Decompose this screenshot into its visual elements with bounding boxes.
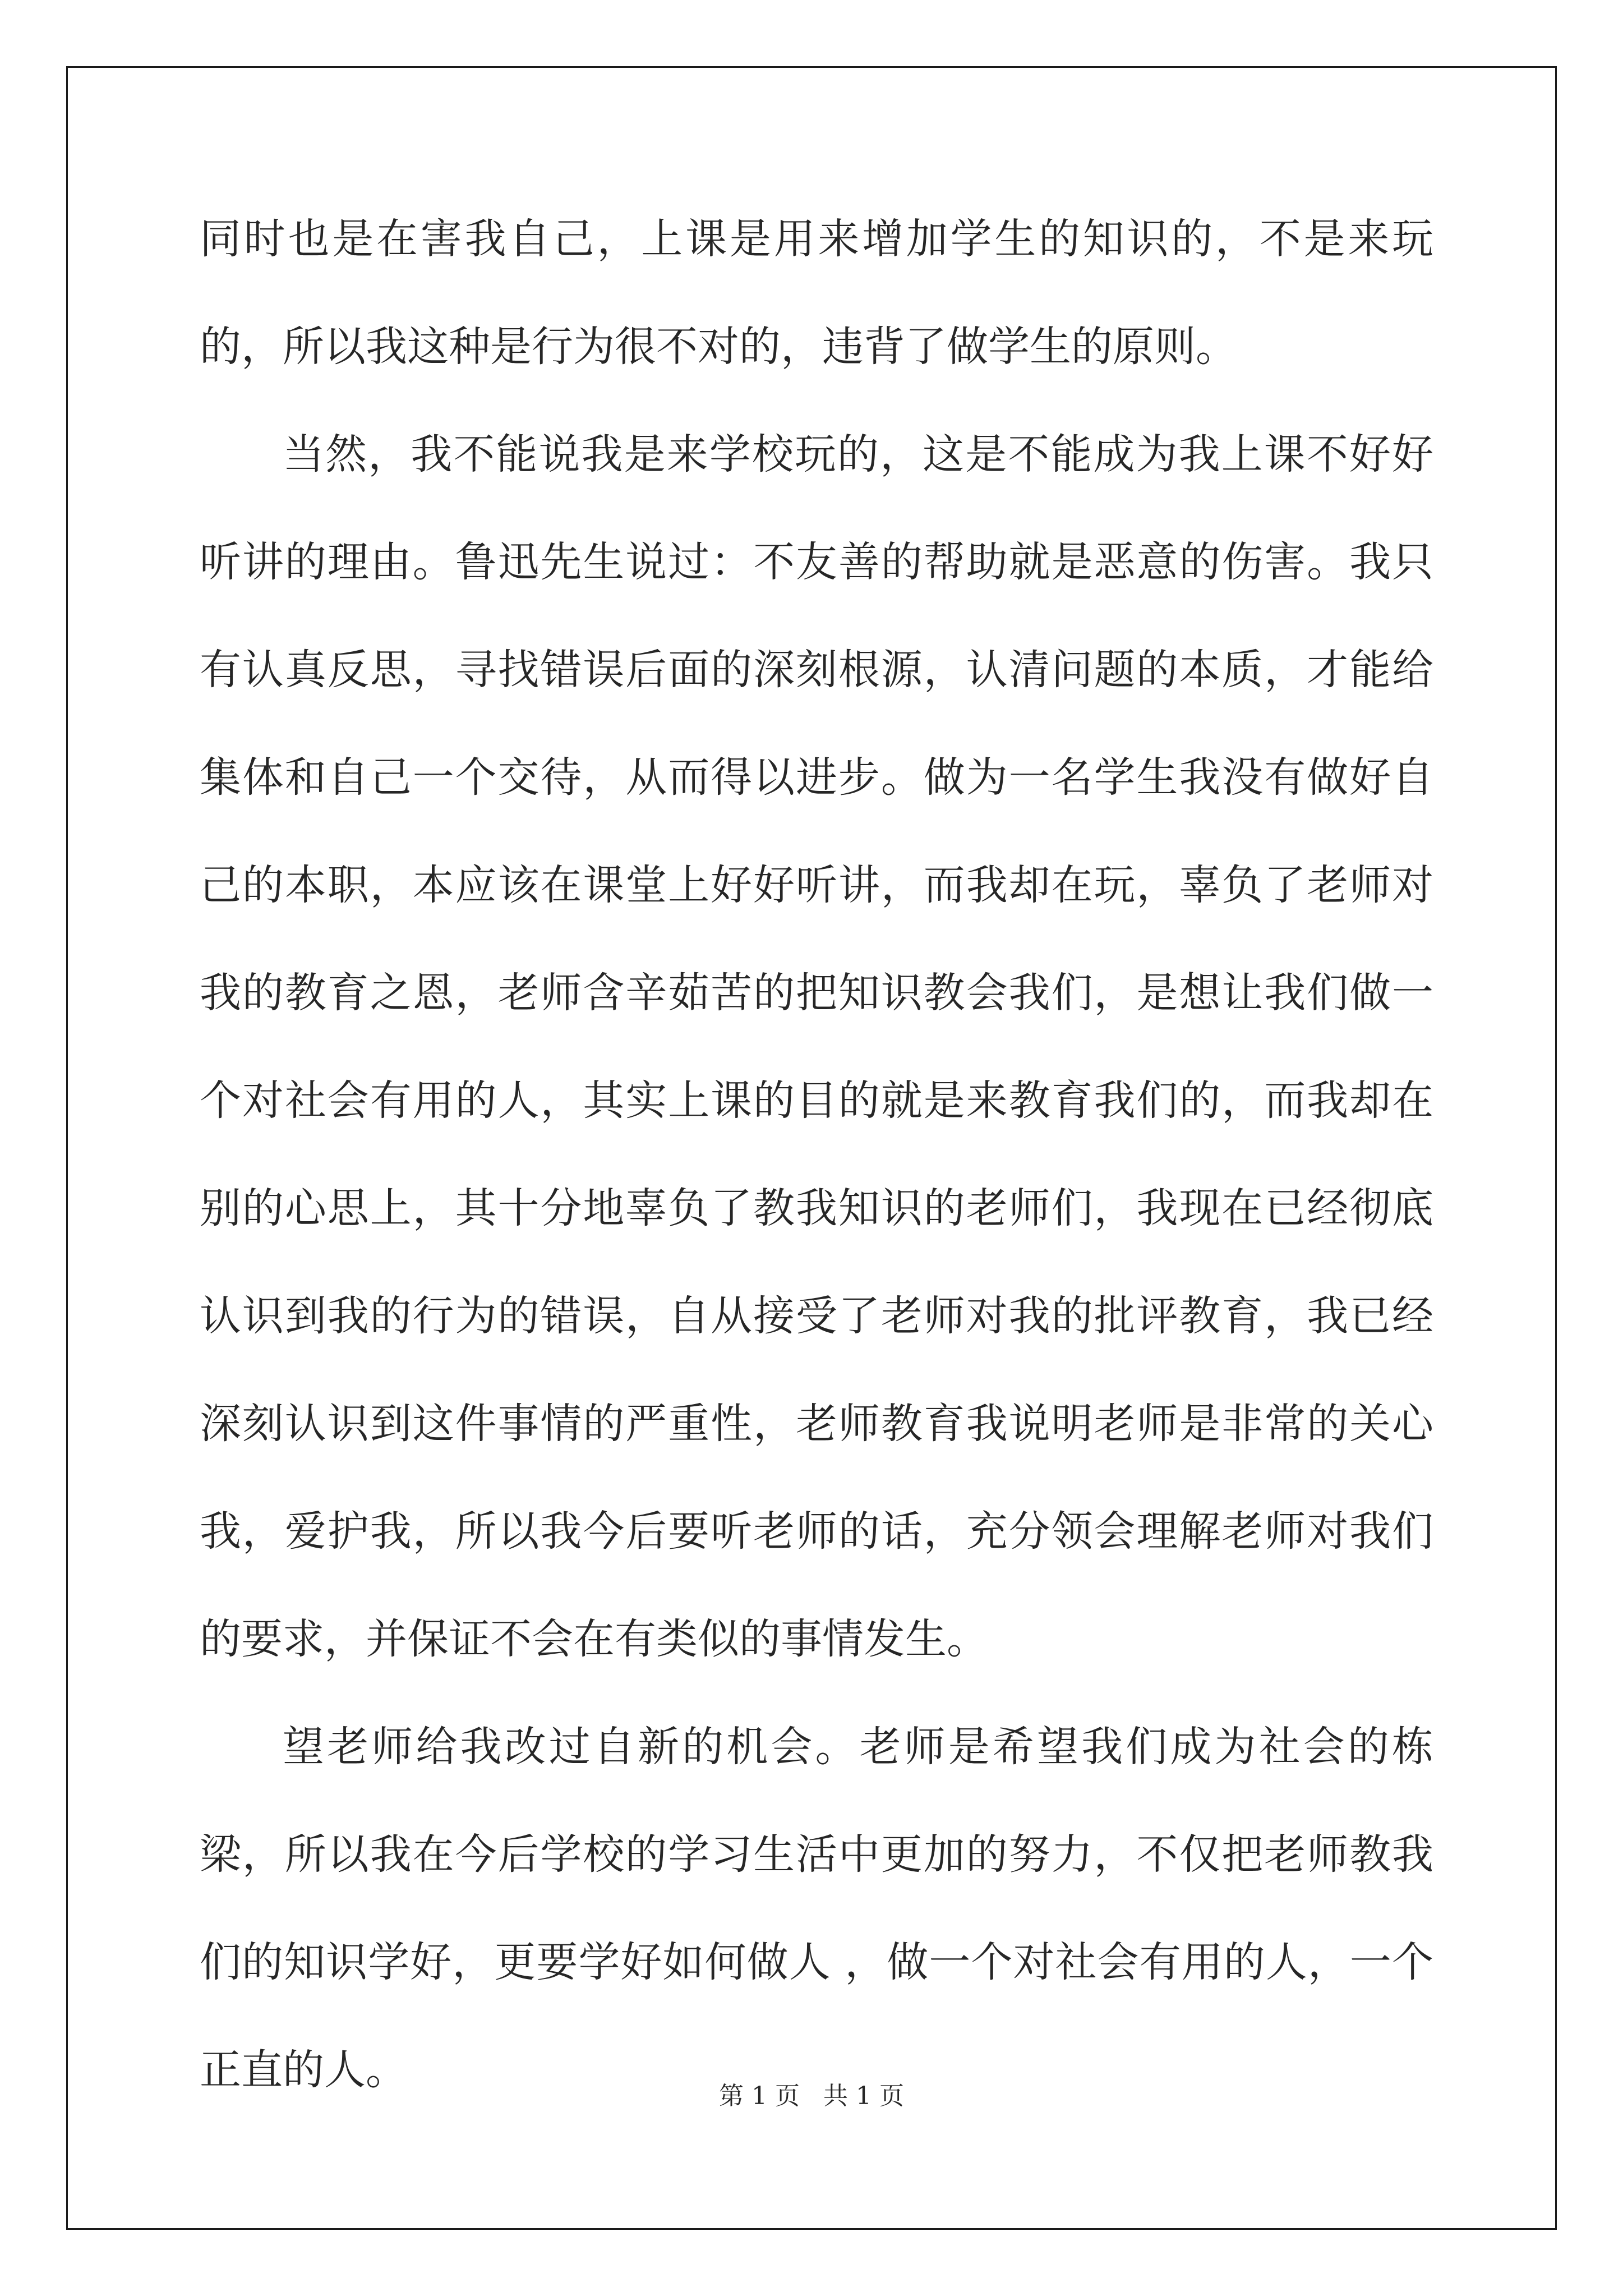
- paragraph-2: 当然，我不能说我是来学校玩的，这是不能成为我上课不好好听讲的理由。鲁迅先生说过：不友善的帮助就是恶意的伤害。我只有认真反思，寻找错误后面的深刻根源，认清问题的本质，才能给集体和自己一个交待，从而得以进步。做为一名学生我没有做好自己的本职，本应该在课堂上好好听讲，而我却在玩，辜负了老师对我的教育之恩，老师含辛茹苦的把知识教会我们，是想让我们做一个对社会有用的人，其实上课的目的就是来教育我们的，而我却在别的心思上，其十分地辜负了教我知识的老师们，我现在已经彻底认识到我的行为的错误，自从接受了老师对我的批评教育，我已经深刻认识到这件事情的严重性，老师教育我说明老师是非常的关心我，爱护我，所以我今后要听老师的话，充分领会理解老师对我们的要求，并保证不会在有类似的事情发生。: [200, 430, 1433, 1663]
- page-total: 共 1 页: [823, 2082, 904, 2110]
- page-footer: [0, 2076, 1623, 2111]
- document-body: [200, 185, 1433, 2124]
- footer-spacer: [800, 2082, 823, 2110]
- paragraph-1: 同时也是在害我自己，上课是用来增加学生的知识的，不是来玩的，所以我这种是行为很不对的，违背了做学生的原则。: [200, 215, 1433, 371]
- paragraph-3: 望老师给我改过自新的机会。老师是希望我们成为社会的栋梁，所以我在今后学校的学习生活中更加的努力，不仅把老师教我们的知识学好，更要学好如何做人 ，做一个对社会有用的人，一个正直的人。: [200, 1723, 1433, 2094]
- page-number: 第 1 页: [719, 2082, 800, 2110]
